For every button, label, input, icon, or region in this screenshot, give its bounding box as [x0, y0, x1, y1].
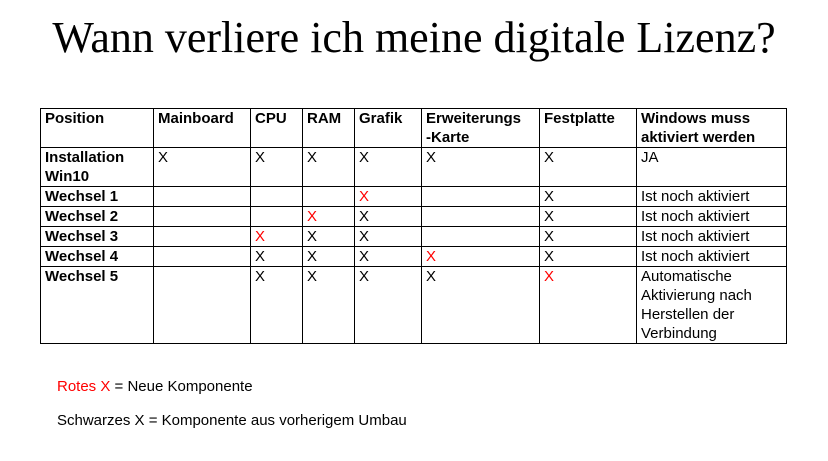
cell-ram: X	[303, 148, 355, 187]
row-label: Wechsel 2	[41, 207, 154, 227]
cell-ram: X	[303, 207, 355, 227]
cell-mainboard	[154, 207, 251, 227]
cell-grafik: X	[355, 247, 422, 267]
legend-black: Schwarzes X = Komponente aus vorherigem Umbau	[57, 412, 407, 429]
table-row	[41, 227, 787, 247]
cell-erweiterungskarte	[422, 207, 540, 227]
cell-erweiterungskarte	[422, 227, 540, 247]
cell-cpu: X	[251, 148, 303, 187]
cell-mainboard	[154, 187, 251, 207]
cell-cpu: X	[251, 227, 303, 247]
header-ram: RAM	[303, 109, 355, 148]
cell-grafik: X	[355, 267, 422, 344]
legend-red	[57, 378, 253, 395]
cell-cpu	[251, 207, 303, 227]
row-label: Installation Win10	[41, 148, 154, 187]
cell-mainboard	[154, 267, 251, 344]
header-windows-aktiviert: Windows muss aktiviert werden	[637, 109, 787, 148]
cell-mainboard	[154, 247, 251, 267]
cell-grafik: X	[355, 148, 422, 187]
table-row	[41, 148, 787, 187]
header-row	[41, 109, 787, 148]
table-row	[41, 187, 787, 207]
header-erweiterungskarte: Erweiterungs -Karte	[422, 109, 540, 148]
table-body	[41, 148, 787, 344]
header-position: Position	[41, 109, 154, 148]
license-table	[40, 108, 787, 344]
header-grafik: Grafik	[355, 109, 422, 148]
row-label: Wechsel 4	[41, 247, 154, 267]
table-row	[41, 267, 787, 344]
cell-ram	[303, 187, 355, 207]
cell-ram: X	[303, 227, 355, 247]
table-row	[41, 247, 787, 267]
cell-cpu	[251, 187, 303, 207]
cell-windows-status: Ist noch aktiviert	[637, 247, 787, 267]
cell-windows-status: Ist noch aktiviert	[637, 187, 787, 207]
table-row	[41, 207, 787, 227]
cell-windows-status: Automatische Aktivierung nach Herstellen der Verbindung	[637, 267, 787, 344]
cell-grafik: X	[355, 207, 422, 227]
cell-festplatte: X	[540, 227, 637, 247]
cell-erweiterungskarte: X	[422, 148, 540, 187]
cell-festplatte: X	[540, 247, 637, 267]
header-festplatte: Festplatte	[540, 109, 637, 148]
cell-windows-status: JA	[637, 148, 787, 187]
row-label: Wechsel 5	[41, 267, 154, 344]
cell-grafik: X	[355, 227, 422, 247]
slide-title: Wann verliere ich meine digitale Lizenz?	[52, 13, 776, 62]
header-cpu: CPU	[251, 109, 303, 148]
legend-red-marker: Rotes X	[57, 378, 111, 395]
legend-red-text: = Neue Komponente	[110, 378, 253, 395]
cell-festplatte: X	[540, 148, 637, 187]
cell-cpu: X	[251, 247, 303, 267]
cell-erweiterungskarte: X	[422, 267, 540, 344]
row-label: Wechsel 3	[41, 227, 154, 247]
cell-ram: X	[303, 247, 355, 267]
cell-mainboard	[154, 227, 251, 247]
header-mainboard: Mainboard	[154, 109, 251, 148]
cell-festplatte: X	[540, 187, 637, 207]
cell-festplatte: X	[540, 207, 637, 227]
row-label: Wechsel 1	[41, 187, 154, 207]
cell-mainboard: X	[154, 148, 251, 187]
cell-erweiterungskarte	[422, 187, 540, 207]
cell-grafik: X	[355, 187, 422, 207]
cell-cpu: X	[251, 267, 303, 344]
cell-festplatte: X	[540, 267, 637, 344]
cell-ram: X	[303, 267, 355, 344]
cell-windows-status: Ist noch aktiviert	[637, 207, 787, 227]
cell-windows-status: Ist noch aktiviert	[637, 227, 787, 247]
cell-erweiterungskarte: X	[422, 247, 540, 267]
